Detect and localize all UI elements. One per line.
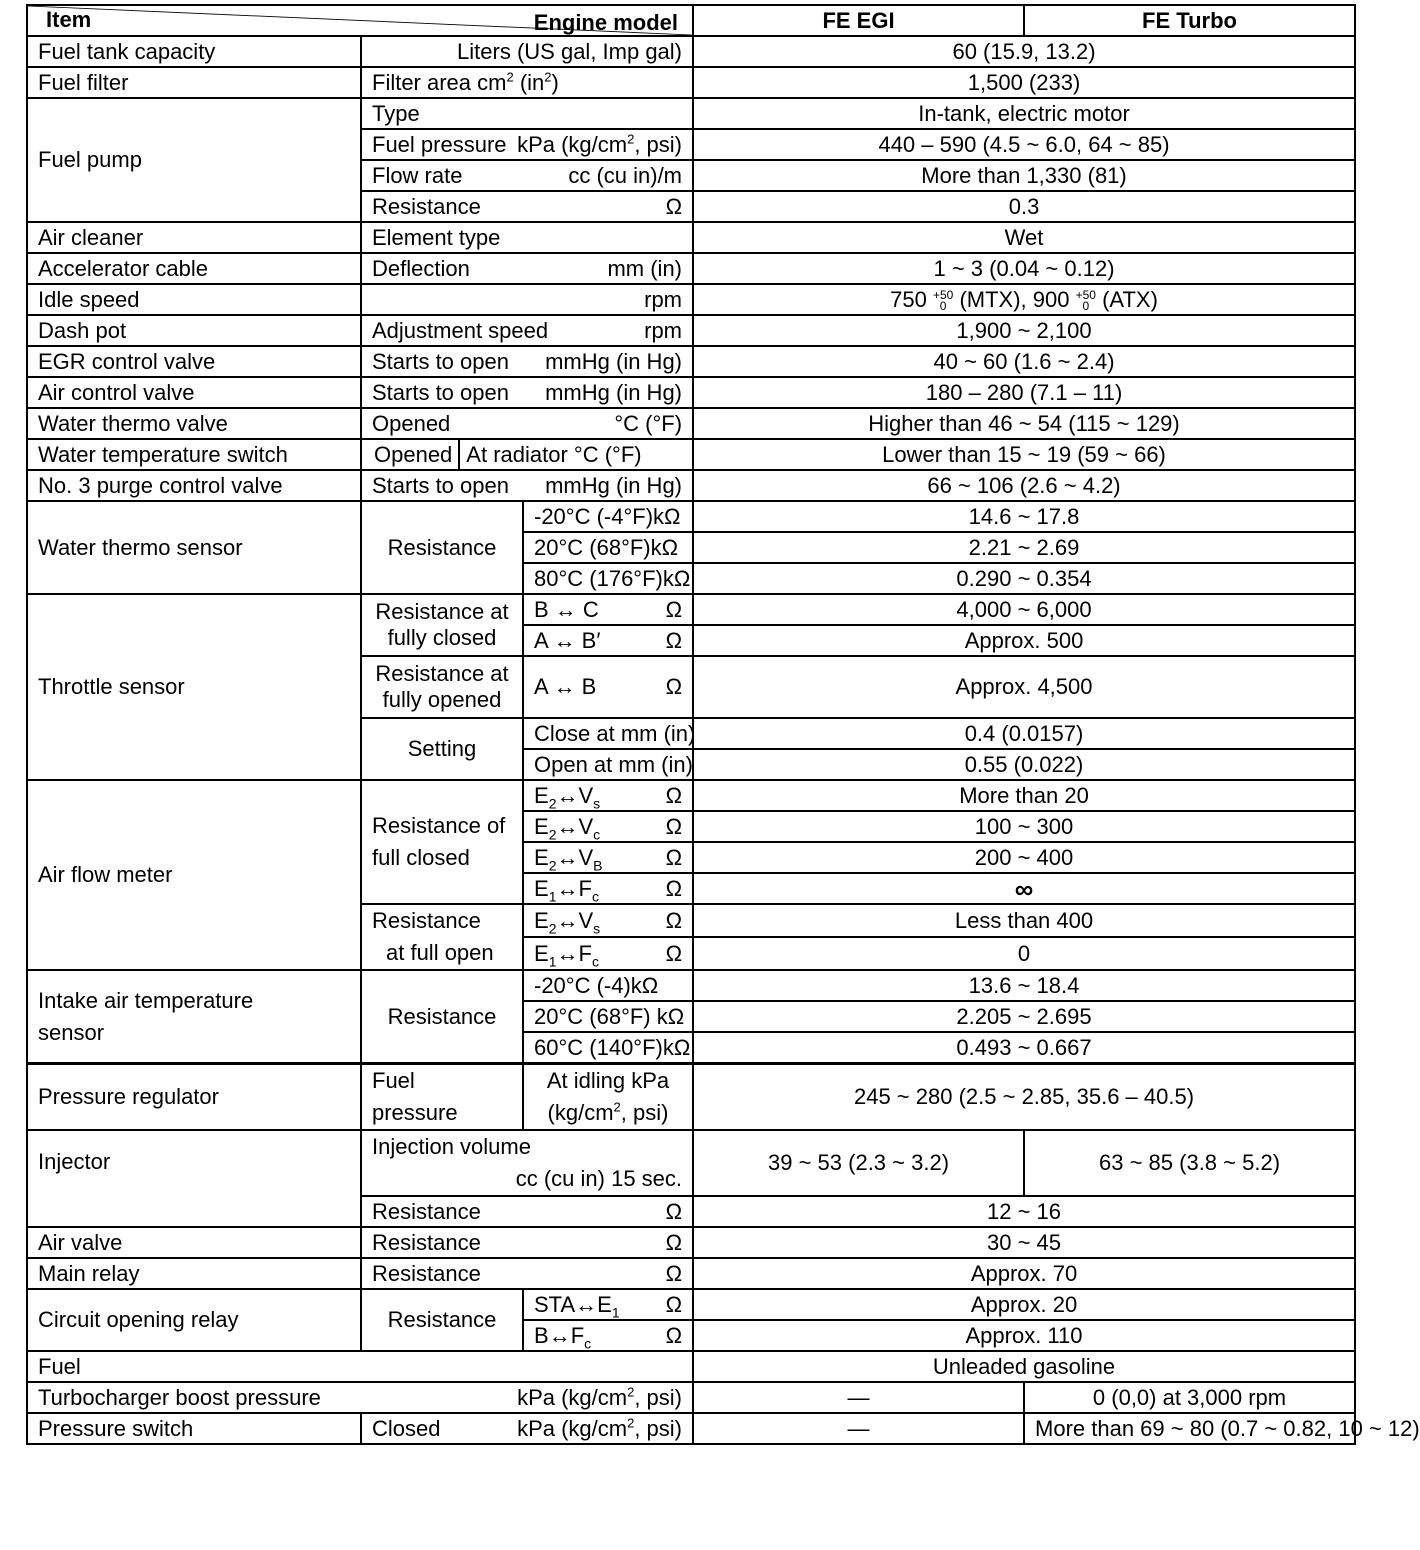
row-main-relay: [27, 1258, 1355, 1289]
condition: At idling kPa ($kg/cm^2$, psi): [523, 1064, 693, 1131]
item-name: Water temperature switch: [27, 439, 361, 470]
parameter: Resistance Ω: [361, 1196, 693, 1227]
condition: B ↔ C Ω: [523, 594, 693, 625]
value: 0.55 (0.022): [693, 749, 1355, 780]
row-fuel-pump-type: [27, 98, 1355, 129]
parameter: Resistance at full open: [361, 904, 523, 970]
row-fuel-tank: [27, 36, 1355, 67]
value: Less than 400: [693, 904, 1355, 937]
condition: 20°C (68°F) kΩ: [523, 1001, 693, 1032]
parameter: Deflection mm (in): [361, 253, 693, 284]
value: 750 +50 0 (MTX), 900 +50 0 (ATX): [693, 284, 1355, 315]
parameter: Injection volume cc (cu in) 15 sec.: [361, 1130, 693, 1196]
item-name: No. 3 purge control valve: [27, 470, 361, 501]
item-name: Turbocharger boost pressure kPa ($kg/cm^2$, psi): [27, 1382, 693, 1413]
item-name: Air cleaner: [27, 222, 361, 253]
condition: A ↔ B′ Ω: [523, 625, 693, 656]
value: Wet: [693, 222, 1355, 253]
parameter: Resistance: [361, 501, 523, 594]
item-name: Air flow meter: [27, 780, 361, 970]
row-egr-valve: [27, 346, 1355, 377]
row-air-valve: [27, 1227, 1355, 1258]
condition: $B\leftrightarrow F_c$ Ω: [523, 1320, 693, 1351]
unit: rpm: [361, 284, 693, 315]
row-air-cleaner: [27, 222, 1355, 253]
condition: $E_2\leftrightarrow V_B$ Ω: [523, 842, 693, 873]
condition: A ↔ B Ω: [523, 656, 693, 718]
value: 180 – 280 (7.1 – 11): [693, 377, 1355, 408]
parameter: Opened °C (°F): [361, 408, 693, 439]
parameter: Opened At radiator °C (°F): [361, 439, 693, 470]
row-pressure-switch: [27, 1413, 1355, 1444]
condition: $STA\leftrightarrow E_1$ Ω: [523, 1289, 693, 1320]
value: 14.6 ~ 17.8: [693, 501, 1355, 532]
item-name: Circuit opening relay: [27, 1289, 361, 1351]
value: Approx. 4,500: [693, 656, 1355, 718]
item-name: Injector: [27, 1130, 361, 1227]
row-air-control-valve: [27, 377, 1355, 408]
value: 440 – 590 (4.5 ~ 6.0, 64 ~ 85): [693, 129, 1355, 160]
condition: -20°C (-4°F)kΩ: [523, 501, 693, 532]
item-name: Fuel: [27, 1351, 693, 1382]
item-name: Fuel filter: [27, 67, 361, 98]
value: 13.6 ~ 18.4: [693, 970, 1355, 1001]
parameter: Setting: [361, 718, 523, 780]
value: In-tank, electric motor: [693, 98, 1355, 129]
item-name: Dash pot: [27, 315, 361, 346]
row-intake-sensor-1: [27, 970, 1355, 1001]
item-name: Pressure regulator: [27, 1064, 361, 1131]
item-label: Item: [46, 7, 92, 32]
parameter: Flow rate cc (cu in)/m: [361, 160, 693, 191]
value-egi: 39 ~ 53 (2.3 ~ 3.2): [693, 1130, 1024, 1196]
value-egi: —: [693, 1382, 1024, 1413]
parameter: Resistance at fully closed: [361, 594, 523, 656]
value: 0.4 (0.0157): [693, 718, 1355, 749]
row-turbo-boost: [27, 1382, 1355, 1413]
condition: Open at mm (in): [523, 749, 693, 780]
column-fe-turbo: FE Turbo: [1024, 5, 1355, 36]
specification-table: [26, 4, 1420, 1445]
value: Lower than 15 ~ 19 (59 ~ 66): [693, 439, 1355, 470]
row-throttle-1: [27, 594, 1355, 625]
item-name: Main relay: [27, 1258, 361, 1289]
value-turbo: 63 ~ 85 (3.8 ~ 5.2): [1024, 1130, 1355, 1196]
parameter: Adjustment speed rpm: [361, 315, 693, 346]
value: More than 1,330 (81): [693, 160, 1355, 191]
value: 1,500 (233): [693, 67, 1355, 98]
value: 0.3: [693, 191, 1355, 222]
row-purge-control-valve: [27, 470, 1355, 501]
item-name: Fuel pump: [27, 98, 361, 222]
row-water-thermo-valve: [27, 408, 1355, 439]
parameter: Resistance Ω: [361, 1258, 693, 1289]
row-water-temp-switch: [27, 439, 1355, 470]
parameter: Fuel pressure kPa ($kg/cm^2$, psi): [361, 129, 693, 160]
value: 66 ~ 106 (2.6 ~ 4.2): [693, 470, 1355, 501]
item-name: Water thermo valve: [27, 408, 361, 439]
item-name: Air valve: [27, 1227, 361, 1258]
value: 60 (15.9, 13.2): [693, 36, 1355, 67]
parameter: Filter area $cm^2$ $(in^2)$: [361, 67, 693, 98]
condition: 80°C (176°F)kΩ: [523, 563, 693, 594]
header-diagonal-cell: [27, 5, 693, 36]
value: 2.205 ~ 2.695: [693, 1001, 1355, 1032]
item-name: Idle speed: [27, 284, 361, 315]
condition: Close at mm (in): [523, 718, 693, 749]
condition: $E_1\leftrightarrow F_c$ Ω: [523, 937, 693, 970]
row-airflow-1: [27, 780, 1355, 811]
row-accelerator-cable: [27, 253, 1355, 284]
value: 1 ~ 3 (0.04 ~ 0.12): [693, 253, 1355, 284]
unit: Liters (US gal, Imp gal): [361, 36, 693, 67]
condition: $E_2\leftrightarrow V_c$ Ω: [523, 811, 693, 842]
value: Approx. 70: [693, 1258, 1355, 1289]
row-water-thermo-sensor-1: [27, 501, 1355, 532]
value: 0.493 ~ 0.667: [693, 1032, 1355, 1064]
header-row: [27, 5, 1355, 36]
condition: $E_2\leftrightarrow V_s$ Ω: [523, 904, 693, 937]
item-name: Fuel tank capacity: [27, 36, 361, 67]
value: 0: [693, 937, 1355, 970]
value: 1,900 ~ 2,100: [693, 315, 1355, 346]
parameter: Fuel pressure: [361, 1064, 523, 1131]
value: 30 ~ 45: [693, 1227, 1355, 1258]
condition: 60°C (140°F)kΩ: [523, 1032, 693, 1064]
value: Unleaded gasoline: [693, 1351, 1355, 1382]
item-name: Intake air temperature sensor: [27, 970, 361, 1064]
parameter: Resistance at fully opened: [361, 656, 523, 718]
item-name: Pressure switch: [27, 1413, 361, 1444]
item-name: EGR control valve: [27, 346, 361, 377]
engine-model-label: Engine model: [533, 10, 679, 35]
value: Approx. 500: [693, 625, 1355, 656]
value: ∞: [693, 873, 1355, 904]
value-egi: —: [693, 1413, 1024, 1444]
row-pressure-regulator: [27, 1064, 1355, 1131]
value: Approx. 110: [693, 1320, 1355, 1351]
condition: $E_1\leftrightarrow F_c$ Ω: [523, 873, 693, 904]
item-name: Water thermo sensor: [27, 501, 361, 594]
condition: 20°C (68°F)kΩ: [523, 532, 693, 563]
row-dash-pot: [27, 315, 1355, 346]
value-turbo: 0 (0,0) at 3,000 rpm: [1024, 1382, 1355, 1413]
parameter: Resistance Ω: [361, 191, 693, 222]
column-fe-egi: FE EGI: [693, 5, 1024, 36]
value: 12 ~ 16: [693, 1196, 1355, 1227]
parameter: Resistance Ω: [361, 1227, 693, 1258]
condition: -20°C (-4)kΩ: [523, 970, 693, 1001]
value: 2.21 ~ 2.69: [693, 532, 1355, 563]
parameter: Closed kPa ($kg/cm^2$, psi): [361, 1413, 693, 1444]
row-idle-speed: [27, 284, 1355, 315]
parameter: Resistance: [361, 1289, 523, 1351]
item-name: Accelerator cable: [27, 253, 361, 284]
value: More than 20: [693, 780, 1355, 811]
value: Approx. 20: [693, 1289, 1355, 1320]
parameter: Starts to open mmHg (in Hg): [361, 470, 693, 501]
parameter: Starts to open mmHg (in Hg): [361, 346, 693, 377]
row-circuit-relay-1: [27, 1289, 1355, 1320]
value: 40 ~ 60 (1.6 ~ 2.4): [693, 346, 1355, 377]
parameter: Type: [361, 98, 693, 129]
value-turbo: More than 69 ~ 80 (0.7 ~ 0.82, 10 ~ 12): [1024, 1413, 1355, 1444]
value: 200 ~ 400: [693, 842, 1355, 873]
value: Higher than 46 ~ 54 (115 ~ 129): [693, 408, 1355, 439]
value: 4,000 ~ 6,000: [693, 594, 1355, 625]
row-fuel-filter: [27, 67, 1355, 98]
condition: $E_2\leftrightarrow V_s$ Ω: [523, 780, 693, 811]
parameter: Starts to open mmHg (in Hg): [361, 377, 693, 408]
row-fuel: [27, 1351, 1355, 1382]
value: 100 ~ 300: [693, 811, 1355, 842]
parameter: Resistance of full closed: [361, 780, 523, 904]
value: 245 ~ 280 (2.5 ~ 2.85, 35.6 – 40.5): [693, 1064, 1355, 1131]
row-injector-volume: [27, 1130, 1355, 1196]
item-name: Throttle sensor: [27, 594, 361, 780]
item-name: Air control valve: [27, 377, 361, 408]
value: 0.290 ~ 0.354: [693, 563, 1355, 594]
parameter: Resistance: [361, 970, 523, 1064]
parameter: Element type: [361, 222, 693, 253]
